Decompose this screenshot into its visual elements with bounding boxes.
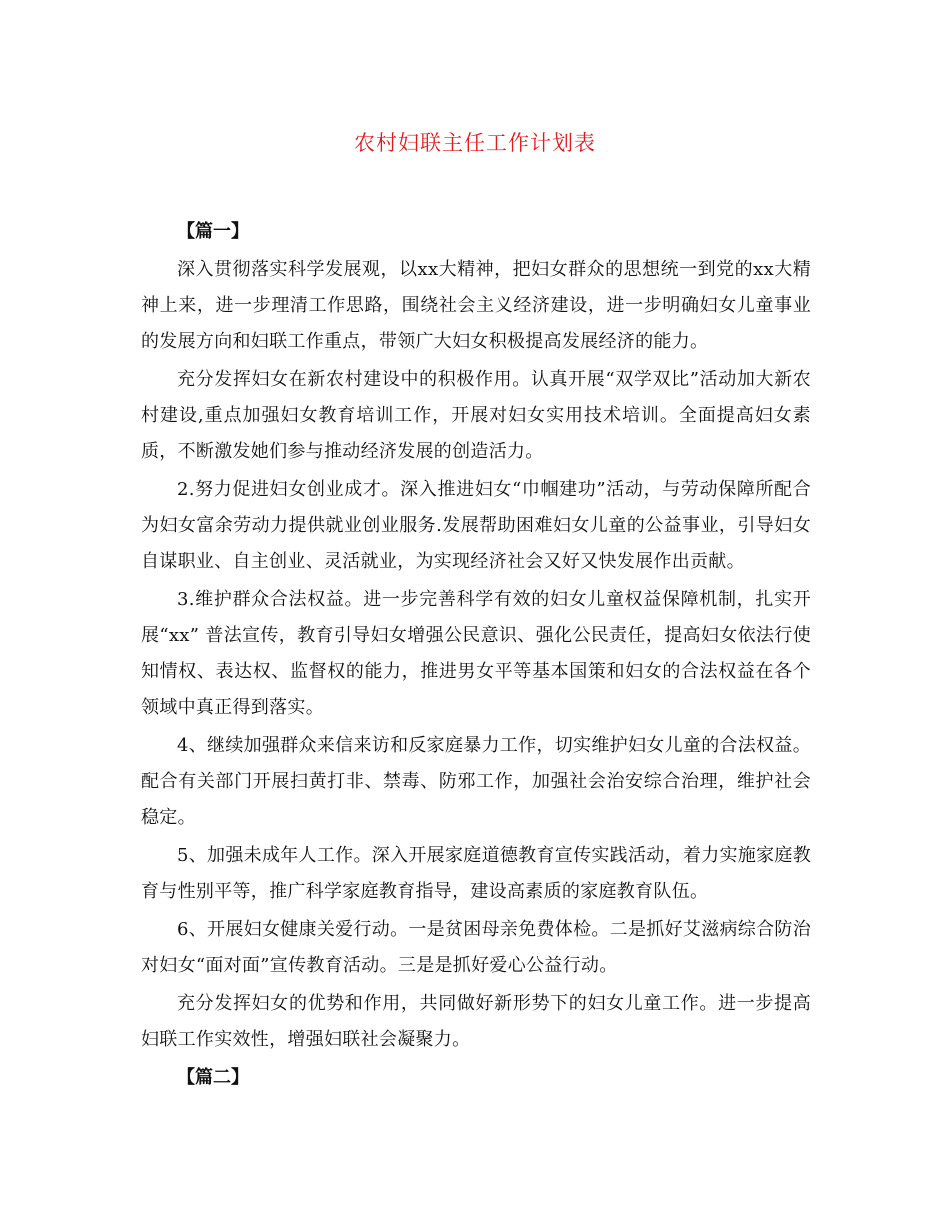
- section-heading-2: 【篇二】: [177, 1067, 249, 1088]
- paragraph: 6、开展妇女健康关爱行动。一是贫困母亲免费体检。二是抓好艾滋病综合防治对妇女“面对面”宣传教育活动。三是是抓好爱心公益行动。: [141, 919, 811, 976]
- paragraph: 5、加强未成年人工作。深入开展家庭道德教育宣传实践活动，着力实施家庭教育与性别平等，推广科学家庭教育指导，建设高素质的家庭教育队伍。: [141, 845, 811, 902]
- paragraph: 2.努力促进妇女创业成才。深入推进妇女“巾帼建功”活动，与劳动保障所配合为妇女富余劳动力提供就业创业服务.发展帮助困难妇女儿童的公益事业，引导妇女自谋职业、自主创业、灵活就业，为实现经济社会又好又快发展作出贡献。: [141, 479, 811, 572]
- paragraph: 3.维护群众合法权益。进一步完善科学有效的妇女儿童权益保障机制，扎实开展“xx” 普法宣传，教育引导妇女增强公民意识、强化公民责任，提高妇女依法行使知情权、表达权、监督权的能力，推进男女平等基本国策和妇女的合法权益在各个领域中真正得到落实。: [141, 589, 811, 718]
- document-body: [141, 214, 811, 1098]
- paragraph: 深入贯彻落实科学发展观，以xx大精神，把妇女群众的思想统一到党的xx大精神上来，进一步理清工作思路，围绕社会主义经济建设，进一步明确妇女儿童事业的发展方向和妇联工作重点，带领广大妇女积极提高发展经济的能力。: [141, 259, 811, 352]
- paragraph: 4、继续加强群众来信来访和反家庭暴力工作，切实维护妇女儿童的合法权益。配合有关部门开展扫黄打非、禁毒、防邪工作，加强社会治安综合治理，维护社会稳定。: [141, 735, 811, 828]
- paragraph: 充分发挥妇女的优势和作用，共同做好新形势下的妇女儿童工作。进一步提高妇联工作实效性，增强妇联社会凝聚力。: [141, 993, 811, 1050]
- section-heading-1: 【篇一】: [177, 221, 249, 242]
- document-title: 农村妇联主任工作计划表: [354, 131, 596, 155]
- paragraph: 充分发挥妇女在新农村建设中的积极作用。认真开展“双学双比”活动加大新农村建设,重点加强妇女教育培训工作，开展对妇女实用技术培训。全面提高妇女素质，不断激发她们参与推动经济发展的创造活力。: [141, 369, 811, 462]
